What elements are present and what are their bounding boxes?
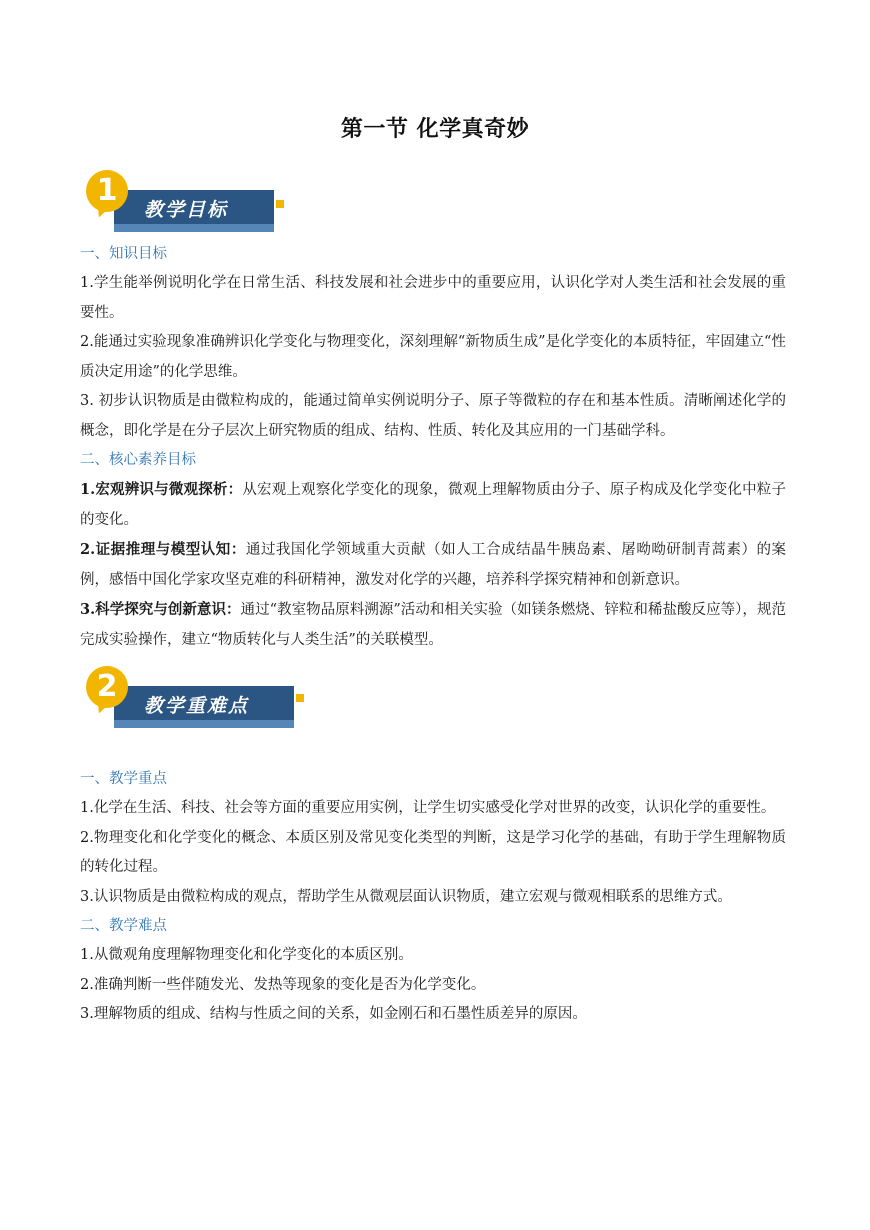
- section-banner-key-points: [86, 666, 346, 730]
- objectives-content: [80, 240, 786, 655]
- list-item: 2.准确判断一些伴随发光、发热等现象的变化是否为化学变化。: [80, 976, 486, 993]
- list-item: 2.物理变化和化学变化的概念、本质区别及常见变化类型的判断，这是学习化学的基础，有助于学生理解物质的转化过程。: [80, 829, 786, 875]
- banner-square-icon: [276, 200, 284, 208]
- section-number-badge: 2: [86, 666, 128, 708]
- literacy-heading: 二、核心素养目标: [80, 452, 196, 468]
- section-number-badge: 1: [86, 170, 128, 212]
- list-item: [80, 475, 786, 535]
- item-lead: 1.宏观辨识与微观探析：: [80, 481, 243, 498]
- list-item: 2.能通过实验现象准确辨识化学变化与物理变化，深刻理解“新物质生成”是化学变化的本质特征，牢固建立“性质决定用途”的化学思维。: [80, 334, 786, 380]
- section-label: 教学目标: [144, 199, 229, 221]
- section-banner-objectives: [86, 170, 346, 234]
- key-points-content: [80, 765, 786, 1030]
- item-text: 通过我国化学领域重大贡献（如人工合成结晶牛胰岛素、屠呦呦研制青蒿素）的案例，感悟中国化学家攻坚克难的科研精神，激发对化学的兴趣，培养科学探究精神和创新意识。: [80, 542, 786, 588]
- item-text: 通过“教室物品原料溯源”活动和相关实验（如镁条燃烧、锌粒和稀盐酸反应等），规范完成实验操作，建立“物质转化与人类生活”的关联模型。: [80, 602, 787, 648]
- list-item: 3.认识物质是由微粒构成的观点，帮助学生从微观层面认识物质，建立宏观与微观相联系的思维方式。: [80, 888, 732, 905]
- page-title: 第一节 化学真奇妙: [340, 117, 530, 142]
- item-lead: 3.科学探究与创新意识：: [80, 601, 241, 618]
- banner-bar: [114, 190, 274, 232]
- banner-square-icon: [296, 694, 304, 702]
- key-heading: 一、教学重点: [80, 771, 167, 787]
- item-lead: 2.证据推理与模型认知：: [80, 541, 246, 558]
- banner-bar: [114, 686, 294, 728]
- item-text: 从宏观上观察化学变化的现象，微观上理解物质由分子、原子构成及化学变化中粒子的变化。: [80, 482, 786, 528]
- list-item: 1.化学在生活、科技、社会等方面的重要应用实例，让学生切实感受化学对世界的改变，认识化学的重要性。: [80, 800, 776, 816]
- difficulty-heading: 二、教学难点: [80, 918, 167, 934]
- knowledge-heading: 一、知识目标: [80, 246, 167, 262]
- list-item: 3.理解物质的组成、结构与性质之间的关系，如金刚石和石墨性质差异的原因。: [80, 1006, 587, 1022]
- list-item: 1.学生能举例说明化学在日常生活、科技发展和社会进步中的重要应用，认识化学对人类生活和社会发展的重要性。: [80, 275, 786, 321]
- list-item: [80, 595, 786, 655]
- section-label: 教学重难点: [144, 695, 250, 717]
- list-item: 1.从微观角度理解物理变化和化学变化的本质区别。: [80, 947, 413, 963]
- list-item: [80, 535, 786, 595]
- list-item: 3. 初步认识物质是由微粒构成的，能通过简单实例说明分子、原子等微粒的存在和基本性质。清晰阐述化学的概念，即化学是在分子层次上研究物质的组成、结构、性质、转化及其应用的一门基础学科。: [80, 393, 786, 439]
